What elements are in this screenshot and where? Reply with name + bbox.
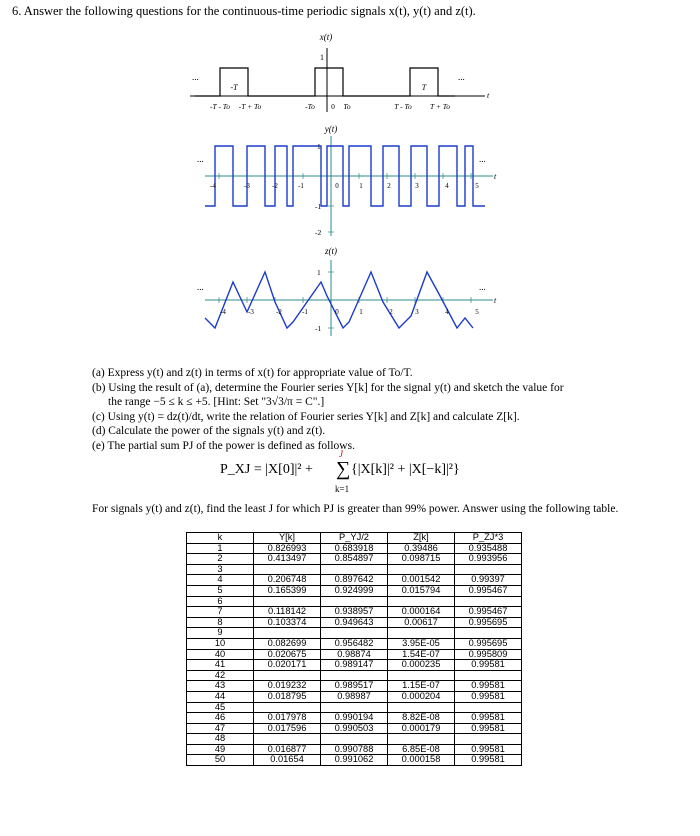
z-tick-8: 4 xyxy=(445,308,449,316)
cell-pyj: 0.98874 xyxy=(321,649,388,660)
part-b-line1: (b) Using the result of (a), determine the Fourier series Y[k] for the signal y(t) and sketch the value for xyxy=(92,381,564,394)
cell-pyj xyxy=(321,564,388,575)
part-d: (d) Calculate the power of the signals y(t) and z(t). xyxy=(92,425,326,437)
cell-zk: 6.85E-08 xyxy=(388,744,455,755)
z-title: z(t) xyxy=(325,246,337,256)
cell-yk xyxy=(254,702,321,713)
y-amp-neg2: -2 xyxy=(315,228,322,237)
cell-yk: 0.413497 xyxy=(254,554,321,565)
cell-k: 44 xyxy=(187,691,254,702)
cell-yk: 0.01654 xyxy=(254,755,321,766)
cell-pzj: 0.99581 xyxy=(455,681,522,692)
table-row xyxy=(187,755,522,766)
table-row xyxy=(187,585,522,596)
cell-k: 49 xyxy=(187,744,254,755)
table-body xyxy=(187,543,522,765)
cell-pyj: 0.989517 xyxy=(321,681,388,692)
header-pyj: P_YJ/2 xyxy=(321,533,388,544)
z-amp-1: 1 xyxy=(317,268,321,277)
cell-pyj: 0.990194 xyxy=(321,713,388,724)
y-tick-2: -2 xyxy=(272,182,278,190)
y-tick-0: -4 xyxy=(210,182,216,190)
cell-k: 48 xyxy=(187,734,254,745)
cell-yk: 0.020171 xyxy=(254,660,321,671)
part-e: (e) The partial sum PJ of the power is defined as follows. xyxy=(92,439,355,452)
cell-zk: 0.000204 xyxy=(388,691,455,702)
x-title: x(t) xyxy=(319,32,333,42)
z-tick-2: -2 xyxy=(276,308,282,316)
cell-k: 46 xyxy=(187,713,254,724)
cell-pzj: 0.995809 xyxy=(455,649,522,660)
cell-zk: 3.95E-05 xyxy=(388,638,455,649)
cell-yk xyxy=(254,596,321,607)
y-tick-5: 1 xyxy=(359,182,363,190)
cell-pyj: 0.683918 xyxy=(321,543,388,554)
table-row xyxy=(187,713,522,724)
table-row xyxy=(187,681,522,692)
cell-zk xyxy=(388,628,455,639)
cell-pzj xyxy=(455,670,522,681)
table-row xyxy=(187,702,522,713)
x-dots-left: ... xyxy=(192,72,199,82)
cell-pyj xyxy=(321,628,388,639)
cell-k: 3 xyxy=(187,564,254,575)
y-t-label: t xyxy=(494,172,497,181)
cell-k: 40 xyxy=(187,649,254,660)
cell-k: 6 xyxy=(187,596,254,607)
cell-k: 42 xyxy=(187,670,254,681)
cell-yk: 0.017596 xyxy=(254,723,321,734)
cell-pyj: 0.949643 xyxy=(321,617,388,628)
table-row xyxy=(187,670,522,681)
cell-zk xyxy=(388,702,455,713)
cell-k: 45 xyxy=(187,702,254,713)
x-top-label-0: -T xyxy=(230,83,238,92)
header-k: k xyxy=(187,533,254,544)
formula-rhs: {|X[k]|² + |X[−k]|²} xyxy=(351,462,460,477)
cell-k: 7 xyxy=(187,607,254,618)
y-tick-8: 4 xyxy=(445,182,449,190)
cell-pyj xyxy=(321,702,388,713)
cell-k: 2 xyxy=(187,554,254,565)
cell-zk: 0.00617 xyxy=(388,617,455,628)
z-tick-3: -1 xyxy=(302,308,308,316)
cell-zk: 0.000179 xyxy=(388,723,455,734)
y-tick-9: 5 xyxy=(475,182,479,190)
cell-pzj xyxy=(455,702,522,713)
table-row xyxy=(187,660,522,671)
cell-pzj: 0.99581 xyxy=(455,713,522,724)
cell-zk: 8.82E-08 xyxy=(388,713,455,724)
question-parts xyxy=(92,366,682,453)
y-tick-7: 3 xyxy=(415,182,419,190)
y-amp-1: 1 xyxy=(317,142,321,151)
cell-pzj: 0.99581 xyxy=(455,755,522,766)
cell-pyj: 0.98987 xyxy=(321,691,388,702)
part-c: (c) Using y(t) = dz(t)/dt, write the relation of Fourier series Y[k] and Z[k] and calculate Z[k]. xyxy=(92,410,520,423)
cell-yk: 0.206748 xyxy=(254,575,321,586)
cell-k: 1 xyxy=(187,543,254,554)
y-tick-3: -1 xyxy=(298,182,304,190)
cell-zk: 0.001542 xyxy=(388,575,455,586)
z-amp-neg1: -1 xyxy=(315,324,322,333)
cell-zk: 0.000164 xyxy=(388,607,455,618)
z-t-label: t xyxy=(494,296,497,305)
x-bottom-label-0: -T - To xyxy=(209,102,231,111)
cell-k: 43 xyxy=(187,681,254,692)
cell-k: 8 xyxy=(187,617,254,628)
cell-pzj: 0.993956 xyxy=(455,554,522,565)
y-tick-1: -3 xyxy=(244,182,250,190)
cell-pyj: 0.924999 xyxy=(321,585,388,596)
cell-pyj xyxy=(321,596,388,607)
z-tick-9: 5 xyxy=(475,308,479,316)
cell-pzj: 0.99581 xyxy=(455,744,522,755)
cell-pzj: 0.995695 xyxy=(455,638,522,649)
cell-pyj: 0.989147 xyxy=(321,660,388,671)
cell-yk xyxy=(254,734,321,745)
cell-k: 4 xyxy=(187,575,254,586)
plot-z xyxy=(195,242,505,340)
cell-pzj: 0.995695 xyxy=(455,617,522,628)
cell-pyj: 0.990788 xyxy=(321,744,388,755)
z-tick-5: 1 xyxy=(359,308,363,316)
cell-k: 10 xyxy=(187,638,254,649)
z-dots-left: ... xyxy=(197,282,204,292)
table-row xyxy=(187,734,522,745)
table-row xyxy=(187,554,522,565)
table-row xyxy=(187,649,522,660)
x-bottom-label-3: 0 xyxy=(331,102,335,111)
cell-zk: 1.15E-07 xyxy=(388,681,455,692)
cell-pzj xyxy=(455,628,522,639)
table-row xyxy=(187,543,522,554)
y-title: y(t) xyxy=(324,124,338,134)
cell-pyj: 0.991062 xyxy=(321,755,388,766)
x-amp-label: 1 xyxy=(320,53,324,62)
z-tick-0: -4 xyxy=(220,308,226,316)
cell-yk: 0.118142 xyxy=(254,607,321,618)
y-amp-neg1: -1 xyxy=(315,202,322,211)
cell-yk: 0.019232 xyxy=(254,681,321,692)
header-pzj: P_ZJ*3 xyxy=(455,533,522,544)
table-row xyxy=(187,617,522,628)
power-table xyxy=(186,532,522,766)
table-row xyxy=(187,564,522,575)
cell-pzj: 0.935488 xyxy=(455,543,522,554)
question-title: 6. Answer the following questions for the continuous-time periodic signals x(t), y(t) and z(t). xyxy=(12,4,476,18)
z-tick-7: 3 xyxy=(415,308,419,316)
cell-pzj: 0.995467 xyxy=(455,585,522,596)
x-bottom-label-4: To xyxy=(343,102,351,111)
cell-zk: 0.098715 xyxy=(388,554,455,565)
x-bottom-label-2: -To xyxy=(305,102,315,111)
cell-pzj xyxy=(455,734,522,745)
cell-zk: 0.015794 xyxy=(388,585,455,596)
cell-pyj: 0.897642 xyxy=(321,575,388,586)
table-header-row xyxy=(187,533,522,544)
table-row xyxy=(187,607,522,618)
cell-yk: 0.020675 xyxy=(254,649,321,660)
cell-zk xyxy=(388,564,455,575)
cell-yk: 0.103374 xyxy=(254,617,321,628)
table-row xyxy=(187,691,522,702)
cell-pzj: 0.995467 xyxy=(455,607,522,618)
part-a: (a) Express y(t) and z(t) in terms of x(t) for appropriate value of To/T. xyxy=(92,367,413,379)
header-zk: Z[k] xyxy=(388,533,455,544)
cell-k: 50 xyxy=(187,755,254,766)
formula-sum-upper: J xyxy=(339,449,343,459)
table-row xyxy=(187,628,522,639)
follow-text: For signals y(t) and z(t), find the least J for which PJ is greater than 99% power. Answer using the following table. xyxy=(92,503,619,515)
y-tick-6: 2 xyxy=(387,182,391,190)
cell-pzj: 0.99581 xyxy=(455,723,522,734)
cell-yk: 0.018795 xyxy=(254,691,321,702)
x-bottom-label-6: T + To xyxy=(429,102,451,111)
x-bottom-label-5: T - To xyxy=(394,102,412,111)
cell-pyj xyxy=(321,734,388,745)
table-row xyxy=(187,575,522,586)
table-row xyxy=(187,638,522,649)
cell-pyj: 0.956482 xyxy=(321,638,388,649)
cell-pzj: 0.99397 xyxy=(455,575,522,586)
cell-pzj: 0.99581 xyxy=(455,691,522,702)
z-tick-1: -3 xyxy=(248,308,254,316)
cell-zk xyxy=(388,670,455,681)
cell-zk: 0.000235 xyxy=(388,660,455,671)
x-dots-right: ... xyxy=(458,72,465,82)
table-row xyxy=(187,723,522,734)
formula-sum-lower: k=1 xyxy=(335,484,350,494)
cell-yk: 0.165399 xyxy=(254,585,321,596)
cell-k: 9 xyxy=(187,628,254,639)
cell-yk: 0.016877 xyxy=(254,744,321,755)
cell-zk xyxy=(388,596,455,607)
x-t-label: t xyxy=(487,91,490,100)
z-tick-6: 2 xyxy=(389,308,393,316)
cell-zk: 0.39486 xyxy=(388,543,455,554)
y-dots-right: ... xyxy=(479,154,486,164)
cell-pyj xyxy=(321,670,388,681)
plot-x xyxy=(190,30,500,120)
part-b-line2: the range −5 ≤ k ≤ +5. [Hint: Set "3√3/π = C".] xyxy=(108,396,325,408)
cell-yk: 0.826993 xyxy=(254,543,321,554)
cell-yk: 0.017978 xyxy=(254,713,321,724)
cell-yk xyxy=(254,564,321,575)
z-tick-4: 0 xyxy=(335,308,339,316)
x-bottom-label-1: -T + To xyxy=(238,102,262,111)
cell-zk xyxy=(388,734,455,745)
cell-zk: 0.000158 xyxy=(388,755,455,766)
plot-y xyxy=(195,122,505,240)
z-dots-right: ... xyxy=(479,282,486,292)
sigma-symbol: ∑ xyxy=(336,458,351,480)
cell-yk xyxy=(254,670,321,681)
x-top-label-1: T xyxy=(421,83,427,92)
cell-zk: 1.54E-07 xyxy=(388,649,455,660)
header-yk: Y[k] xyxy=(254,533,321,544)
cell-pyj: 0.990503 xyxy=(321,723,388,734)
cell-pyj: 0.938957 xyxy=(321,607,388,618)
cell-pzj: 0.99581 xyxy=(455,660,522,671)
cell-pyj: 0.854897 xyxy=(321,554,388,565)
cell-pzj xyxy=(455,596,522,607)
y-dots-left: ... xyxy=(197,154,204,164)
cell-yk xyxy=(254,628,321,639)
cell-pzj xyxy=(455,564,522,575)
cell-k: 5 xyxy=(187,585,254,596)
table-row xyxy=(187,596,522,607)
y-grid xyxy=(219,146,471,232)
partial-sum-formula xyxy=(220,450,520,500)
cell-k: 41 xyxy=(187,660,254,671)
y-tick-4: 0 xyxy=(335,182,339,190)
table-row xyxy=(187,744,522,755)
formula-lhs: P_XJ = |X[0]|² + xyxy=(220,462,313,477)
cell-yk: 0.082699 xyxy=(254,638,321,649)
cell-k: 47 xyxy=(187,723,254,734)
